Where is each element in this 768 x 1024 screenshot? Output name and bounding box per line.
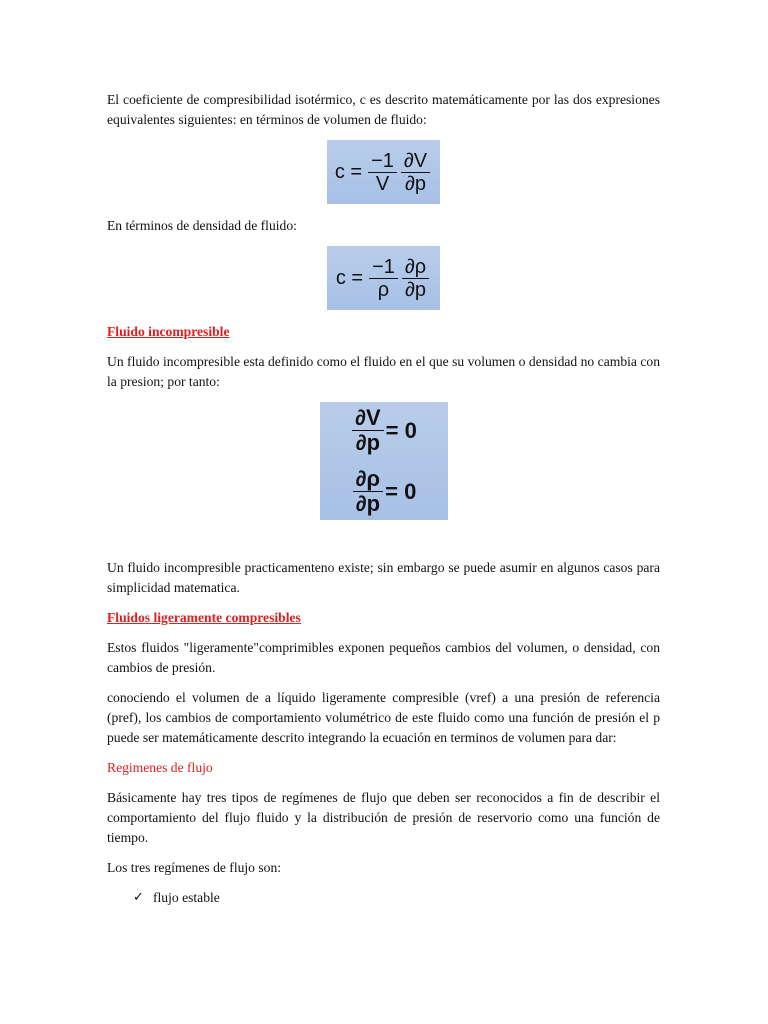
denominator: ∂p <box>405 278 427 301</box>
heading-incompressible: Fluido incompresible <box>107 324 230 339</box>
fraction-dv-dp <box>401 150 430 195</box>
fraction-drho-dp <box>402 256 429 301</box>
denominator: V <box>375 172 390 195</box>
density-intro-paragraph: En términos de densidad de fluido: <box>107 218 297 233</box>
incompressible-formulas <box>320 402 448 520</box>
incompressible-definition: Un fluido incompresible esta definido como el fluido en el que su volumen o densidad no cambia con la presion; por tanto: <box>107 354 660 389</box>
fraction-one-over-rho <box>369 256 398 301</box>
flow-regimes-list-intro: Los tres regímenes de flujo son: <box>107 860 282 875</box>
compressibility-volume-formula <box>327 140 440 204</box>
fraction-drho-dp <box>353 467 383 516</box>
incompressible-note: Un fluido incompresible practicamenteno existe; sin embargo se puede asumir en algunos casos para simplicidad matematica. <box>107 560 660 595</box>
heading-slightly-compressible: Fluidos ligeramente compresibles <box>107 610 301 625</box>
formula-lhs: c = <box>334 161 363 183</box>
compressibility-density-formula <box>327 246 440 310</box>
numerator: ∂V <box>352 406 384 431</box>
heading-flow-regimes: Regimenes de flujo <box>107 760 213 775</box>
fraction-one-over-v <box>368 150 397 195</box>
numerator: ∂V <box>401 150 430 173</box>
denominator: ρ <box>377 278 390 301</box>
numerator: −1 <box>369 256 398 279</box>
document-body <box>107 90 660 908</box>
checkmark-icon: ✓ <box>133 890 144 905</box>
list-item <box>133 888 660 908</box>
numerator: ∂ρ <box>402 256 429 279</box>
slightly-compressible-description: Estos fluidos "ligeramente"comprimibles exponen pequeños cambios del volumen, o densidad, con cambios de presión. <box>107 640 660 675</box>
denominator: ∂p <box>405 172 427 195</box>
formula-lhs: c = <box>335 267 364 289</box>
dv-dp-zero-equation <box>350 406 417 455</box>
flow-regimes-description: Básicamente hay tres tipos de regímenes de flujo que deben ser reconocidos a fin de describir el comportamiento del flujo fluido y la distribución de presión de reservorio como una función de tiempo. <box>107 790 660 845</box>
intro-paragraph: El coeficiente de compresibilidad isotérmico, c es descrito matemáticamente por las dos expresiones equivalentes siguientes: en términos de volumen de fluido: <box>107 92 660 127</box>
fraction-dv-dp <box>352 406 384 455</box>
reference-volume-paragraph: conociendo el volumen de a líquido ligeramente compresible (vref) a una presión de referencia (pref), los cambios de comportamiento volumétrico de este fluido como una función de presión el p puede ser matemáticamente descrito integrando la ecuación en terminos de volumen para dar: <box>107 690 660 745</box>
numerator: ∂ρ <box>353 467 383 492</box>
denominator: ∂p <box>355 491 381 516</box>
equals-zero: = 0 <box>385 417 417 443</box>
numerator: −1 <box>368 150 397 173</box>
list-item-label: flujo estable <box>153 890 220 905</box>
denominator: ∂p <box>355 430 381 455</box>
equals-zero: = 0 <box>385 478 417 504</box>
drho-dp-zero-equation <box>351 467 417 516</box>
